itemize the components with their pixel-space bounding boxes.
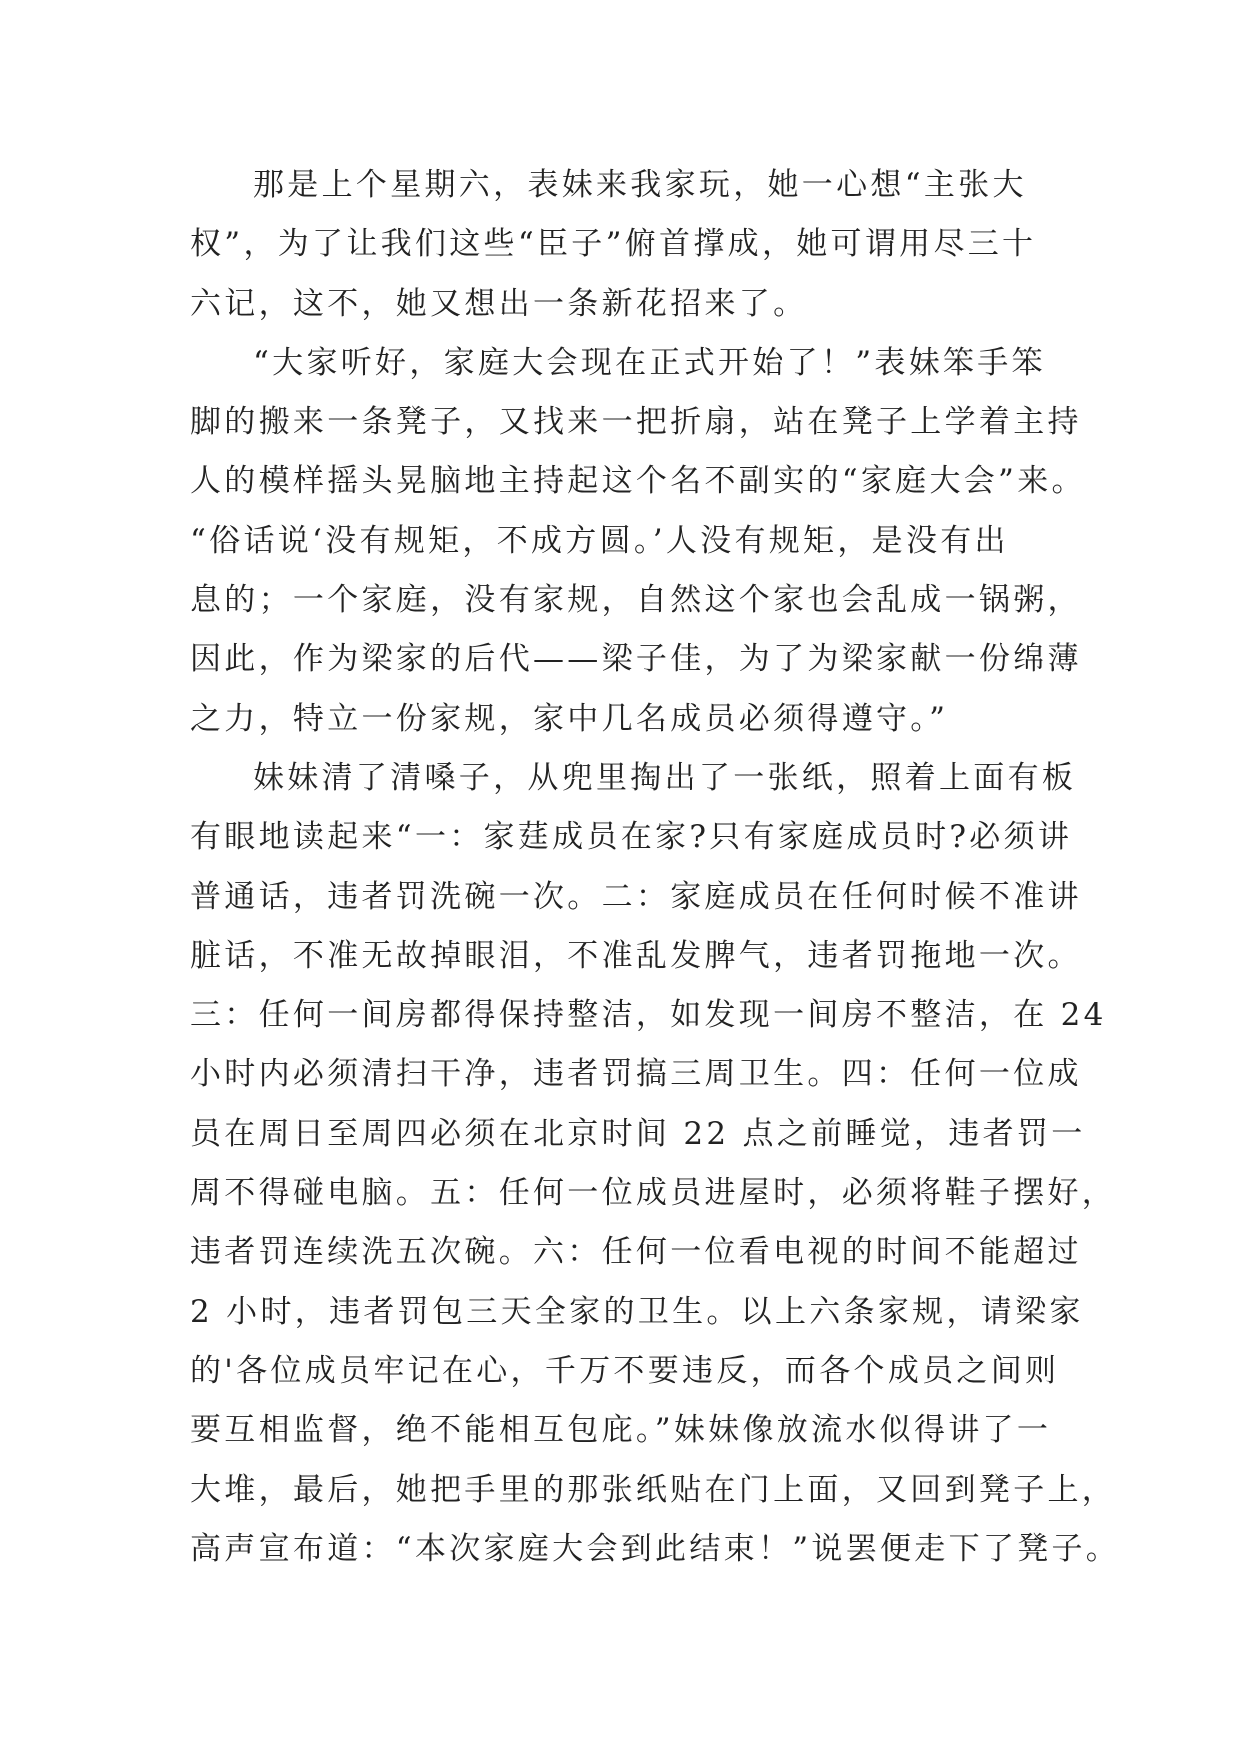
text-line: 2 小时，违者罚包三天全家的卫生。以上六条家规，请梁家 (190, 1293, 1084, 1330)
text-line: 大堆，最后，她把手里的那张纸贴在门上面，又回到凳子上， (190, 1471, 1117, 1508)
paragraph-3 (190, 749, 1121, 1579)
text-line: 有眼地读起来“一：家莛成员在家?只有家庭成员时?必须讲 (190, 819, 1073, 856)
text-line: 违者罚连续洗五次碗。六：任何一位看电视的时间不能超过 (190, 1234, 1082, 1271)
paragraph-1 (190, 156, 1070, 334)
text-line: 高声宣布道：“本次家庭大会到此结束！”说罢便走下了凳子。 (190, 1530, 1121, 1567)
document-body (190, 156, 1121, 1579)
text-line: 的'各位成员牢记在心，千万不要违反，而各个成员之间则 (190, 1352, 1060, 1389)
text-line: 员在周日至周四必须在北京时间 22 点之前睡觉，违者罚一 (190, 1115, 1086, 1152)
text-line: 普通话，违者罚洗碗一次。二：家庭成员在任何时候不准讲 (190, 878, 1082, 915)
text-line: 脏话，不准无故掉眼泪，不准乱发脾气，违者罚拖地一次。 (190, 937, 1082, 974)
text-line: 之力，特立一份家规，家中几名成员必须得遵守。” (190, 700, 949, 737)
text-line: 脚的搬来一条凳子，又找来一把折扇，站在凳子上学着主持 (190, 404, 1082, 441)
text-line: 妹妹清了清嗓子，从兜里掏出了一张纸，照着上面有板 (253, 759, 1077, 796)
text-line: 六记，这不，她又想出一条新花招来了。 (190, 285, 808, 322)
text-line: 要互相监督，绝不能相互包庇。”妹妹像放流水似得讲了一 (190, 1412, 1052, 1449)
text-line: 权”，为了让我们这些“臣子”俯首撑成，她可谓用尽三十 (190, 226, 1037, 263)
text-line: 息的；一个家庭，没有家规，自然这个家也会乱成一锅粥， (190, 582, 1082, 619)
text-line: “大家听好，家庭大会现在正式开始了！”表妹笨手笨 (253, 344, 1046, 381)
text-line: 三：任何一间房都得保持整洁，如发现一间房不整洁，在 24 (190, 997, 1107, 1034)
text-line: 人的模样摇头晃脑地主持起这个名不副实的“家庭大会”来。 (190, 463, 1086, 500)
text-line: 小时内必须清扫干净，违者罚搞三周卫生。四：任何一位成 (190, 1056, 1082, 1093)
text-line: “俗话说‘没有规矩，不成方圆。’人没有规矩，是没有出 (190, 522, 1009, 559)
paragraph-2 (190, 334, 1086, 749)
text-line: 那是上个星期六，表妹来我家玩，她一心想“主张大 (253, 167, 1027, 203)
text-line: 周不得碰电脑。五：任何一位成员进屋时，必须将鞋子摆好， (190, 1175, 1117, 1212)
text-line: 因此，作为梁家的后代——梁子佳，为了为梁家献一份绵薄 (190, 641, 1082, 678)
